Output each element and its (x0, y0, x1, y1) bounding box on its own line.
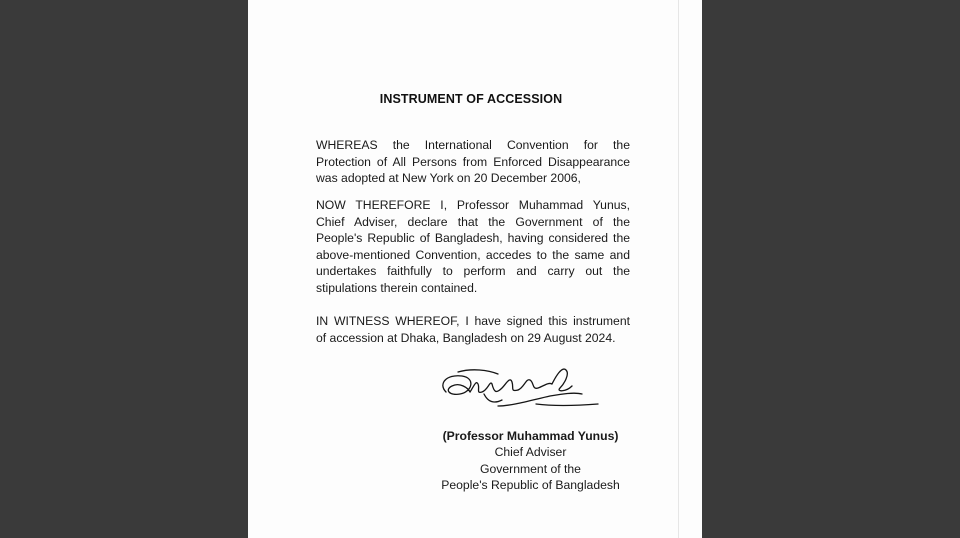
signatory-organization-line1: Government of the (480, 461, 581, 476)
signatory-name: (Professor Muhammad Yunus) (442, 429, 619, 443)
paragraph-line: of accession at Dhaka, Bangladesh on 29 August 2024. (316, 330, 616, 345)
paragraph-line: Chief Adviser, declare that the Government of the (316, 214, 630, 229)
handwritten-signature (432, 362, 607, 422)
paragraph-line: above-mentioned Convention, accedes to the same and (316, 247, 630, 262)
paragraph-line: NOW THEREFORE I, Professor Muhammad Yunus, (316, 198, 630, 212)
paragraph-line: IN WITNESS WHEREOF, I have signed this instrument (316, 314, 630, 328)
document-page (248, 0, 702, 538)
in-witness-paragraph (316, 313, 630, 346)
signatory-title: Chief Adviser (494, 445, 567, 460)
whereas-paragraph (316, 137, 630, 187)
document-title: INSTRUMENT OF ACCESSION (379, 92, 563, 106)
paragraph-line: was adopted at New York on 20 December 2006, (316, 171, 581, 186)
paragraph-line: stipulations therein contained. (316, 280, 478, 295)
paragraph-line: undertakes faithfully to perform and carry out the (316, 264, 630, 279)
signatory-block (428, 428, 633, 493)
now-therefore-paragraph (316, 197, 630, 297)
signatory-organization-line2: People's Republic of Bangladesh (441, 477, 620, 492)
paragraph-line: Protection of All Persons from Enforced Disappearance (316, 154, 630, 169)
paragraph-line: People's Republic of Bangladesh, having considered the (316, 231, 630, 246)
paragraph-line: WHEREAS the International Convention for the (316, 138, 630, 152)
